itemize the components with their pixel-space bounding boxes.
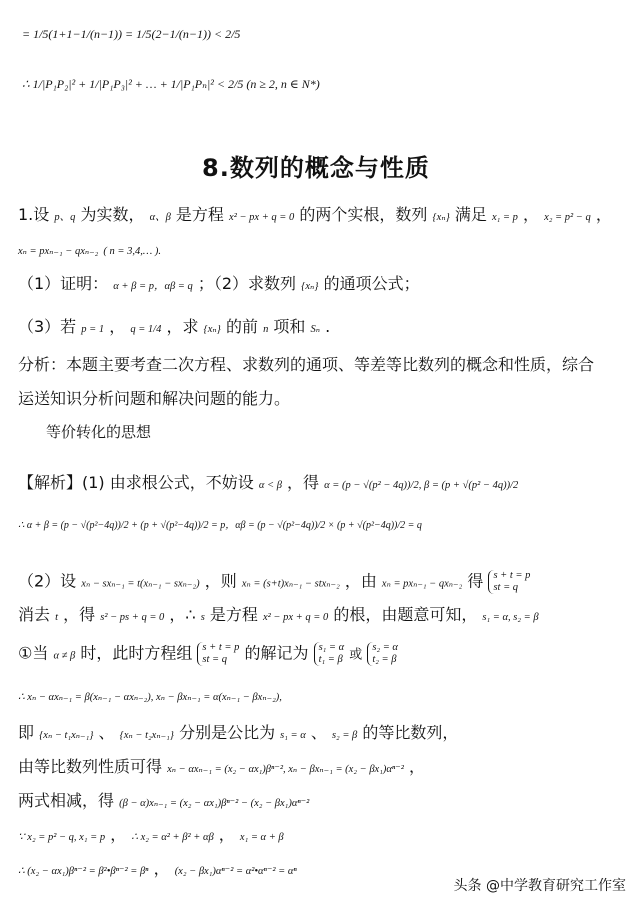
top-inequality-line: ∴ 1/|P₁P₂|² + 1/|P₁P₃|² + … + 1/|P₁Pₙ|² < 2/5 (n ≥ 2, n ∈ N*) [22, 77, 320, 91]
problem-stem-line1: 1.设 p、q 为实数， α、β 是方程 x² − px + q = 0 的两个实根，数列 {xₙ} 满足 x₁ = p ， x₂ = p² − q ， [18, 205, 612, 224]
analysis-line1: 分析：本题主要考查二次方程、求数列的通项、等差等比数列的概念和性质，综合 [18, 355, 595, 374]
problem-recurrence: xₙ = pxₙ₋₁ − qxₙ₋₂ ( n = 3,4,… ). [18, 246, 161, 257]
solution-brace-2: s₂ = α t₂ = β [367, 642, 398, 666]
solution-part1-sum: ∴ α + β = (p − √(p²−4q))/2 + (p + √(p²−4q))/2 = p，αβ = (p − √(p²−4q))/2 × (p + √(p²−4q))/2 = q [18, 520, 422, 531]
system-brace-2: s + t = p st = q [197, 642, 239, 666]
solution-property: 由等比数列性质可得 xₙ − αxₙ₋₁ = (x₂ − αx₁)βⁿ⁻², xₙ − βxₙ₋₁ = (x₂ − βx₁)αⁿ⁻² ， [18, 757, 425, 776]
solution-brace-1: s₁ = α t₁ = β [314, 642, 345, 666]
question-3: （3）若 p = 1 ， q = 1/4 ，求 {xₙ} 的前 n 项和 Sₙ . [18, 317, 331, 336]
watermark-text: 头条 @中学教育研究工作室 [453, 878, 626, 894]
solution-subtract: 两式相减，得 (β − α)xₙ₋₁ = (x₂ − αx₁)βⁿ⁻² − (x₂ − βx₁)αⁿ⁻² [18, 791, 310, 810]
section-title: 8.数列的概念与性质 [202, 154, 430, 182]
question-1-2: （1）证明： α + β = p，αβ = q ；（2）求数列 {xₙ} 的通项公式； [18, 274, 420, 293]
solution-final: ∴ (x₂ − αx₁)βⁿ⁻² = β²•βⁿ⁻² = βⁿ ， (x₂ − βx₁)αⁿ⁻² = α²•αⁿ⁻² = αⁿ [18, 859, 297, 878]
solution-geometric-sequences: 即 {xₙ − t₁xₙ₋₁} 、 {xₙ − t₂xₙ₋₁} 分别是公比为 s₁ = α 、 s₂ = β 的等比数列， [18, 723, 459, 742]
top-equation-line: = 1/5(1+1−1/(n−1)) = 1/5(2−1/(n−1)) < 2/5 [22, 27, 241, 41]
solution-part1-intro: 【解析】(1) 由求根公式，不妨设 α < β ，得 α = (p − √(p² − 4q))/2, β = (p + √(p² − 4q))/2 [18, 473, 519, 492]
method-note: 等价转化的思想 [46, 423, 152, 441]
analysis-line2: 运送知识分析问题和解决问题的能力。 [18, 389, 291, 408]
solution-geometric-relations: ∴ xₙ − αxₙ₋₁ = β(xₙ₋₁ − αxₙ₋₂), xₙ − βxₙ₋₁ = α(xₙ₋₁ − βxₙ₋₂), [18, 692, 282, 703]
solution-case1: ①当 α ≠ β 时，此时方程组 s + t = p st = q 的解记为 s₁ = α t₁ = β 或 s₂ = α t₂ = β [18, 642, 398, 666]
solution-part2-setup: （2）设 xₙ − sxₙ₋₁ = t(xₙ₋₁ − sxₙ₋₂) ，则 xₙ = (s+t)xₙ₋₁ − stxₙ₋₂ ，由 xₙ = pxₙ₋₁ − qxₙ₋₂ 得 s + t = p st = q [18, 570, 531, 594]
system-brace: s + t = p st = q [488, 570, 530, 594]
solution-substitute: ∵ x₂ = p² − q, x₁ = p ， ∴ x₂ = α² + β² + αβ ， x₁ = α + β [18, 825, 284, 844]
solution-eliminate: 消去 t ，得 s² − ps + q = 0 ，∴ s 是方程 x² − px + q = 0 的根，由题意可知， s₁ = α, s₂ = β [18, 605, 539, 624]
